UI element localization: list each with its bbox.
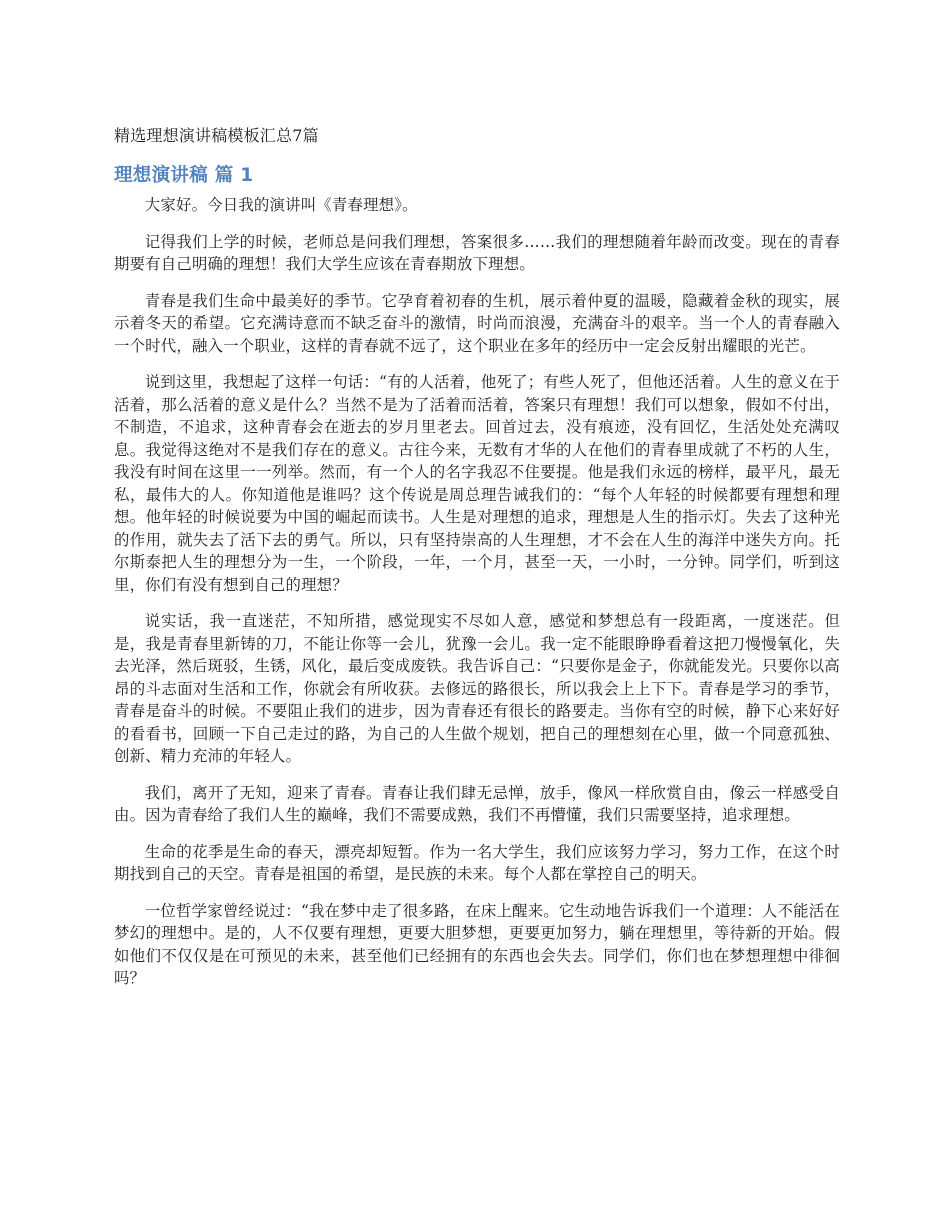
paragraph-5: 说实话，我一直迷茫，不知所措，感觉现实不尽如人意，感觉和梦想总有一段距离，一度迷茫。但是，我是青春里新铸的刀，不能让你等一会儿，犹豫一会儿。我一定不能眼睁睁看着这把刀慢慢氧化，失去光泽，然后斑驳，生锈，风化，最后变成废铁。我告诉自己：“只要你是金子，你就能发光。只要你以高昂的斗志面对生活和工作，你就会有所收获。去修远的路很长，所以我会上上下下。青春是学习的季节，青春是奋斗的时候。不要阻止我们的进步，因为青春还有很长的路要走。当你有空的时候，静下心来好好的看看书，回顾一下自己走过的路，为自己的人生做个规划，把自己的理想刻在心里，做一个同意孤独、创新、精力充沛的年轻人。 [114, 612, 840, 765]
speech-body [114, 194, 840, 990]
paragraph-7: 生命的花季是生命的春天，漂亮却短暂。作为一名大学生，我们应该努力学习，努力工作，在这个时期找到自己的天空。青春是祖国的希望，是民族的未来。每个人都在掌控自己的明天。 [114, 842, 840, 883]
paragraph-2: 记得我们上学的时候，老师总是问我们理想，答案很多……我们的理想随着年龄而改变。现在的青春期要有自己明确的理想！我们大学生应该在青春期放下理想。 [114, 232, 840, 273]
document-title: 精选理想演讲稿模板汇总7篇 [114, 126, 319, 145]
paragraph-4: 说到这里，我想起了这样一句话：“有的人活着，他死了；有些人死了，但他还活着。人生的意义在于活着，那么活着的意义是什么？当然不是为了活着而活着，答案只有理想！我们可以想象，假如不付出，不制造，不追求，这种青春会在逝去的岁月里老去。回首过去，没有痕迹，没有回忆，生活处处充满叹息。我觉得这绝对不是我们存在的意义。古往今来，无数有才华的人在他们的青春里成就了不朽的人生，我没有时间在这里一一列举。然而，有一个人的名字我忍不住要提。他是我们永远的榜样，最平凡，最无私，最伟大的人。你知道他是谁吗？这个传说是周总理告诫我们的：“每个人年轻的时候都要有理想和理想。他年轻的时候说要为中国的崛起而读书。人生是对理想的追求，理想是人生的指示灯。失去了这种光的作用，就失去了活下去的勇气。所以，只有坚持崇高的人生理想，才不会在人生的海洋中迷失方向。托尔斯泰把人生的理想分为一生，一个阶段，一年，一个月，甚至一天，一小时，一分钟。同学们，听到这里，你们有没有想到自己的理想？ [114, 373, 840, 594]
document-content [114, 118, 840, 1004]
paragraph-6: 我们，离开了无知，迎来了青春。青春让我们肆无忌惮，放手，像风一样欣赏自由，像云一样感受自由。因为青春给了我们人生的巅峰，我们不需要成熟，我们不再懵懂，我们只需要坚持，追求理想。 [114, 783, 840, 824]
paragraph-8: 一位哲学家曾经说过：“我在梦中走了很多路，在床上醒来。它生动地告诉我们一个道理：人不能活在梦幻的理想中。是的，人不仅要有理想，更要大胆梦想，更要更加努力，躺在理想里，等待新的开始。假如他们不仅仅是在可预见的未来，甚至他们已经拥有的东西也会失去。同学们，你们也在梦想理想中徘徊吗？ [114, 901, 840, 987]
section-heading: 理想演讲稿 篇 1 [114, 165, 254, 186]
paragraph-3: 青春是我们生命中最美好的季节。它孕育着初春的生机，展示着仲夏的温暖，隐藏着金秋的现实，展示着冬天的希望。它充满诗意而不缺乏奋斗的激情，时尚而浪漫，充满奋斗的艰辛。当一个人的青春融入一个时代，融入一个职业，这样的青春就不远了，这个职业在多年的经历中一定会反射出耀眼的光芒。 [114, 291, 840, 355]
paragraph-1: 大家好。今日我的演讲叫《青春理想》。 [144, 196, 418, 214]
